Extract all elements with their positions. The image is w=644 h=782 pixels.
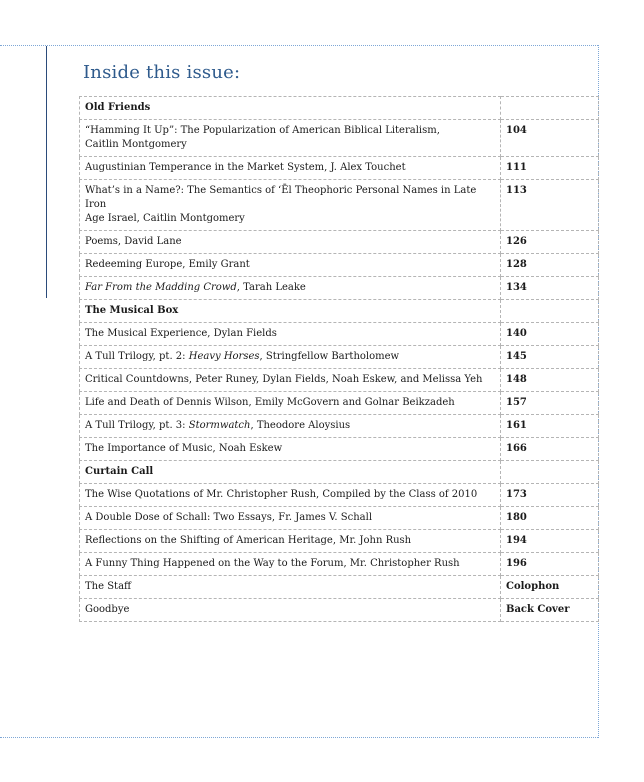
toc-page-number: 145	[501, 346, 599, 369]
entry-text: The Staff	[85, 581, 132, 592]
toc-row	[80, 599, 599, 622]
toc-entry-title	[80, 323, 501, 346]
section-heading: Curtain Call	[80, 461, 501, 484]
toc-page-number: 134	[501, 277, 599, 300]
toc-page-number: 166	[501, 438, 599, 461]
toc-row	[80, 576, 599, 599]
toc-entry-title	[80, 369, 501, 392]
toc-entry-title	[80, 438, 501, 461]
entry-text: A Tull Trilogy, pt. 3:	[85, 420, 189, 431]
entry-italic-title: Heavy Horses	[188, 351, 260, 362]
toc-entry-title	[80, 553, 501, 576]
toc-row	[80, 231, 599, 254]
toc-row	[80, 157, 599, 180]
toc-page-number: 173	[501, 484, 599, 507]
entry-text: Goodbye	[85, 604, 130, 615]
toc-entry-title	[80, 599, 501, 622]
toc-row	[80, 369, 599, 392]
toc-row	[80, 323, 599, 346]
toc-entry-title	[80, 507, 501, 530]
toc-entry-title	[80, 484, 501, 507]
section-heading-row	[80, 97, 599, 120]
toc-page-number: 180	[501, 507, 599, 530]
table-of-contents	[79, 96, 599, 622]
entry-text: A Tull Trilogy, pt. 2:	[85, 351, 189, 362]
page-title: Inside this issue:	[83, 62, 241, 83]
entry-author: , Tarah Leake	[236, 282, 306, 293]
toc-entry-title	[80, 392, 501, 415]
section-page-cell	[501, 300, 599, 323]
entry-text: Augustinian Temperance in the Market System, J. Alex Touchet	[85, 162, 406, 173]
entry-text: The Importance of Music, Noah Eskew	[85, 443, 283, 454]
toc-row	[80, 277, 599, 300]
toc-row	[80, 553, 599, 576]
entry-author: , Theodore Aloysius	[250, 420, 351, 431]
toc-entry-title	[80, 576, 501, 599]
entry-text: The Musical Experience, Dylan Fields	[85, 328, 277, 339]
entry-author: , Stringfellow Bartholomew	[259, 351, 400, 362]
page-guide-top	[0, 45, 598, 46]
toc-row	[80, 392, 599, 415]
section-heading: The Musical Box	[80, 300, 501, 323]
toc-entry-title	[80, 415, 501, 438]
toc-row	[80, 346, 599, 369]
section-page-cell	[501, 461, 599, 484]
page-rule-left	[46, 46, 47, 298]
toc-page-number: 157	[501, 392, 599, 415]
toc-page-number: 111	[501, 157, 599, 180]
toc-page-number: 140	[501, 323, 599, 346]
section-heading-row	[80, 461, 599, 484]
toc-entry-title	[80, 157, 501, 180]
section-page-cell	[501, 97, 599, 120]
entry-text: Critical Countdowns, Peter Runey, Dylan Fields, Noah Eskew, and Melissa Yeh	[85, 374, 483, 385]
toc-page-number: Back Cover	[501, 599, 599, 622]
section-heading-row	[80, 300, 599, 323]
toc-row	[80, 180, 599, 231]
entry-text-line2: Caitlin Montgomery	[85, 139, 187, 150]
toc-row	[80, 507, 599, 530]
entry-text: Poems, David Lane	[85, 236, 182, 247]
page-guide-bottom	[0, 737, 598, 738]
entry-italic-title: Stormwatch	[188, 420, 251, 431]
toc-entry-title	[80, 254, 501, 277]
entry-text: “Hamming It Up”: The Popularization of American Biblical Literalism,	[85, 125, 440, 136]
toc-row	[80, 484, 599, 507]
entry-text: A Double Dose of Schall: Two Essays, Fr. James V. Schall	[85, 512, 373, 523]
toc-entry-title	[80, 346, 501, 369]
toc-page-number: 113	[501, 180, 599, 231]
section-heading: Old Friends	[80, 97, 501, 120]
toc-row	[80, 530, 599, 553]
toc-row	[80, 120, 599, 157]
entry-text: Redeeming Europe, Emily Grant	[85, 259, 250, 270]
toc-entry-title	[80, 277, 501, 300]
toc-page-number: 148	[501, 369, 599, 392]
entry-italic-title: Far From the Madding Crowd	[85, 282, 237, 293]
toc-page-number: 196	[501, 553, 599, 576]
toc-page-number: 104	[501, 120, 599, 157]
toc-row	[80, 415, 599, 438]
entry-text-line2: Age Israel, Caitlin Montgomery	[85, 213, 245, 224]
entry-text: The Wise Quotations of Mr. Christopher Rush, Compiled by the Class of 2010	[85, 489, 478, 500]
entry-text: A Funny Thing Happened on the Way to the Forum, Mr. Christopher Rush	[85, 558, 460, 569]
toc-entry-title	[80, 120, 501, 157]
entry-text: Reflections on the Shifting of American Heritage, Mr. John Rush	[85, 535, 412, 546]
toc-page-number: 194	[501, 530, 599, 553]
entry-text: What’s in a Name?: The Semantics of ‘Ēl Theophoric Personal Names in Late Iron	[85, 185, 477, 210]
entry-text: Life and Death of Dennis Wilson, Emily McGovern and Golnar Beikzadeh	[85, 397, 455, 408]
toc-row	[80, 254, 599, 277]
toc-page-number: 126	[501, 231, 599, 254]
toc-page-number: Colophon	[501, 576, 599, 599]
toc-entry-title	[80, 530, 501, 553]
toc-page-number: 128	[501, 254, 599, 277]
toc-entry-title	[80, 180, 501, 231]
toc-entry-title	[80, 231, 501, 254]
toc-page-number: 161	[501, 415, 599, 438]
toc-row	[80, 438, 599, 461]
